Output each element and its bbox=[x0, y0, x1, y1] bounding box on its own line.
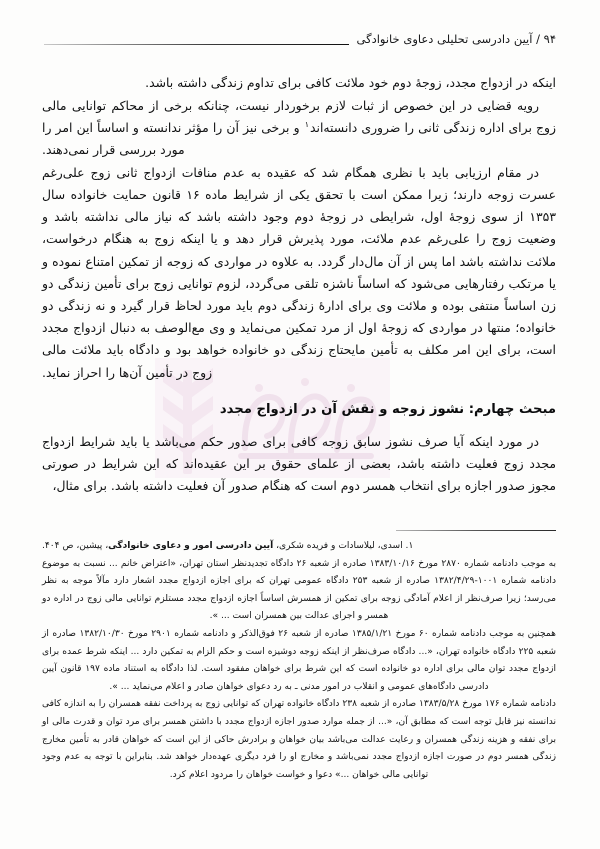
footnote-reference-1[interactable]: ۱ bbox=[304, 119, 310, 129]
page-body bbox=[42, 72, 556, 498]
paragraph-4 bbox=[42, 431, 556, 498]
footnote-number: ۱. bbox=[405, 541, 414, 551]
footnote-citation bbox=[42, 538, 556, 556]
footnote-body-2: همچنین به موجب دادنامه شماره ۶۰ مورخ ۱۳۸۵/۱/۲۱ صادره از شعبه ۲۶ فوق‌الذکر و دادنامه شماره ۲۹۰۱ مورخ ۱۳۸۲/۱۰/۳۰ صادره از شعبه ۲۲۵ دادگاه خانواده تهران، «... دادگاه صرف‌نظر از اینکه زوجه دوشیزه است و حکم الزام به تمکین دارد ... اینکه شرط عمده برای ازدواج مجدد توان مالی برای اداره دو خانواده است که این شرط برای خواهان مفقود است. لذا دادگاه به استناد ماده ۱۹۷ قانون آیین دادرسی دادگاه‌های عمومی و انقلاب در امور مدنی ـ به رد دعوای خواهان صادر و اعلام می‌نماید ... ». bbox=[42, 628, 557, 692]
footnote-author: اسدی، لیلاسادات و فریده شکری، bbox=[273, 541, 406, 551]
paragraph-2-text-after-ref: و برخی نیز آن را مؤثر ندانسته و اساساً این امر را مورد بررسی قرار نمی‌دهند. bbox=[42, 119, 304, 158]
paragraph-1 bbox=[42, 72, 556, 94]
footnote-title: آیین دادرسی امور و دعاوی خانوادگی bbox=[108, 541, 274, 551]
footnote-tail: ، پیشین، ص ۴۰۴. bbox=[42, 541, 109, 551]
footnote-body-3: دادنامه شماره ۱۷۶ مورخ ۱۳۸۳/۵/۲۸ صادره از شعبه ۲۳۸ دادگاه خانواده تهران که توانایی زوج به پرداخت نفقه همسران را به اندازه کافی ندانسته نیز قابل توجه است که مطابق آن، «... از جمله موارد صدور اجازه ازدواج مجدد با داشتن همسر برای مرد توان و قدرت مالی او برای نفقه و هزینه زندگی همسران و رعایت عدالت می‌باشد بیان خواهان و برادرش حاکی از این است که خواهان قادر به تأمین مخارج زندگی همسر دوم در صورت اجازه ازدواج مجدد نمی‌باشد و مخارج او را فرد دیگری عهده‌دار خواهد شد. بنابراین با توجه به عدم وجود توانایی مالی خواهان ...» دعوا و خواست خواهان را مردود اعلام کرد. bbox=[42, 699, 556, 780]
section-heading: مبحث چهارم: نشوز زوجه و نقش آن در ازدواج مجدد bbox=[219, 401, 556, 417]
paragraph-4-text: در مورد اینکه آیا صرف نشوز سابق زوجه کافی برای صدور حکم می‌باشد یا باید شرایط ازدواج مجدد زوج فعلیت داشته باشد، بعضی از علمای حقوق بر این عقیده‌اند که این شرایط در صورتی مجوز صدور اجازه برای انتخاب همسر دوم است که هنگام صدور آن فعلیت داشته باشد. برای مثال، bbox=[42, 433, 556, 494]
paragraph-3 bbox=[42, 162, 556, 384]
running-head-text: ۹۴ / آیین دادرسی تحلیلی دعاوی خانوادگی bbox=[356, 32, 556, 46]
footnote-area bbox=[42, 530, 556, 784]
paragraph-2-text-before-ref: رویه قضایی در این خصوص از ثبات لازم برخوردار نیست، چنانکه برخی از محاکم توانایی مالی زوج برای اداره زندگی ثانی را ضروری دانسته‌اند bbox=[42, 97, 556, 135]
footnote-separator-rule bbox=[396, 530, 556, 531]
paragraph-2 bbox=[42, 95, 556, 162]
paragraph-3-text: در مقام ارزیابی باید با نظری همگام شد که عقیده به عدم منافات ازدواج ثانی زوج علی‌رغم عسرت زوجه دارند؛ زیرا ممکن است با تحقق یکی از شرایط ماده ۱۶ قانون حمایت خانواده سال ۱۳۵۳ از سوی زوجۀ اول، شرایطی در زوجۀ دوم وجود داشته باشد که نیاز مالی نداشته باشد و وضعیت زوج را علی‌رغم عدم ملائت، مورد پذیرش قرار دهد و یا اینکه زوج به هنگام درخواست، ملائت نداشته باشد اما پس از آن مال‌دار گردد. به علاوه در مواردی که زوجه از تمکین امتناع نموده و یا مرتکب رفتارهایی می‌شود که اساساً ناشزه تلقی می‌گردد، لزوم توانایی زوج برای تأمین زندگی دو زن اساساً منتفی بوده و ملائت وی برای ادارۀ زندگی دوم باید مورد لحاظ قرار گیرد و نه زندگی دو خانواده؛ منتها در مواردی که زوجۀ اول از مرد تمکین می‌نماید و وی مع‌الوصف به دنبال ازدواج مجدد است، برای این امر مکلف به تأمین مایحتاج زندگی دو خانواده خواهد بود و دادگاه باید ملائت مالی زوج در تأمین آن‌ها را احراز نماید. bbox=[42, 164, 556, 380]
footnote-body-1: به موجب دادنامه شماره ۲۸۷۰ مورخ ۱۳۸۳/۱۰/۱۶ صادره از شعبه ۲۶ دادگاه تجدیدنظر استان تهران، «اعتراض خانم ... نسبت به موضوع دادنامه شماره ۱۰۰۱-۱۳۸۲/۴/۲۹ صادره از شعبه ۲۵۳ دادگاه عمومی تهران که برای اجازه ازدواج مجدد اشعار دارد مآلاً موجه به نظر می‌رسد؛ زیرا صرف‌نظر از اعلام آمادگی زوجه برای تمکین از همسرش اساساً اجازه ازدواج مجدد مستلزم توانایی مالی زوج در اداره دو همسر و اجرای عدالت بین همسران است ... ». bbox=[42, 558, 556, 622]
running-head-rule bbox=[44, 44, 349, 45]
paragraph-1-text: اینکه در ازدواج مجدد، زوجۀ دوم خود ملائت کافی برای تداوم زندگی داشته باشد. bbox=[145, 75, 556, 90]
running-head bbox=[44, 30, 556, 50]
